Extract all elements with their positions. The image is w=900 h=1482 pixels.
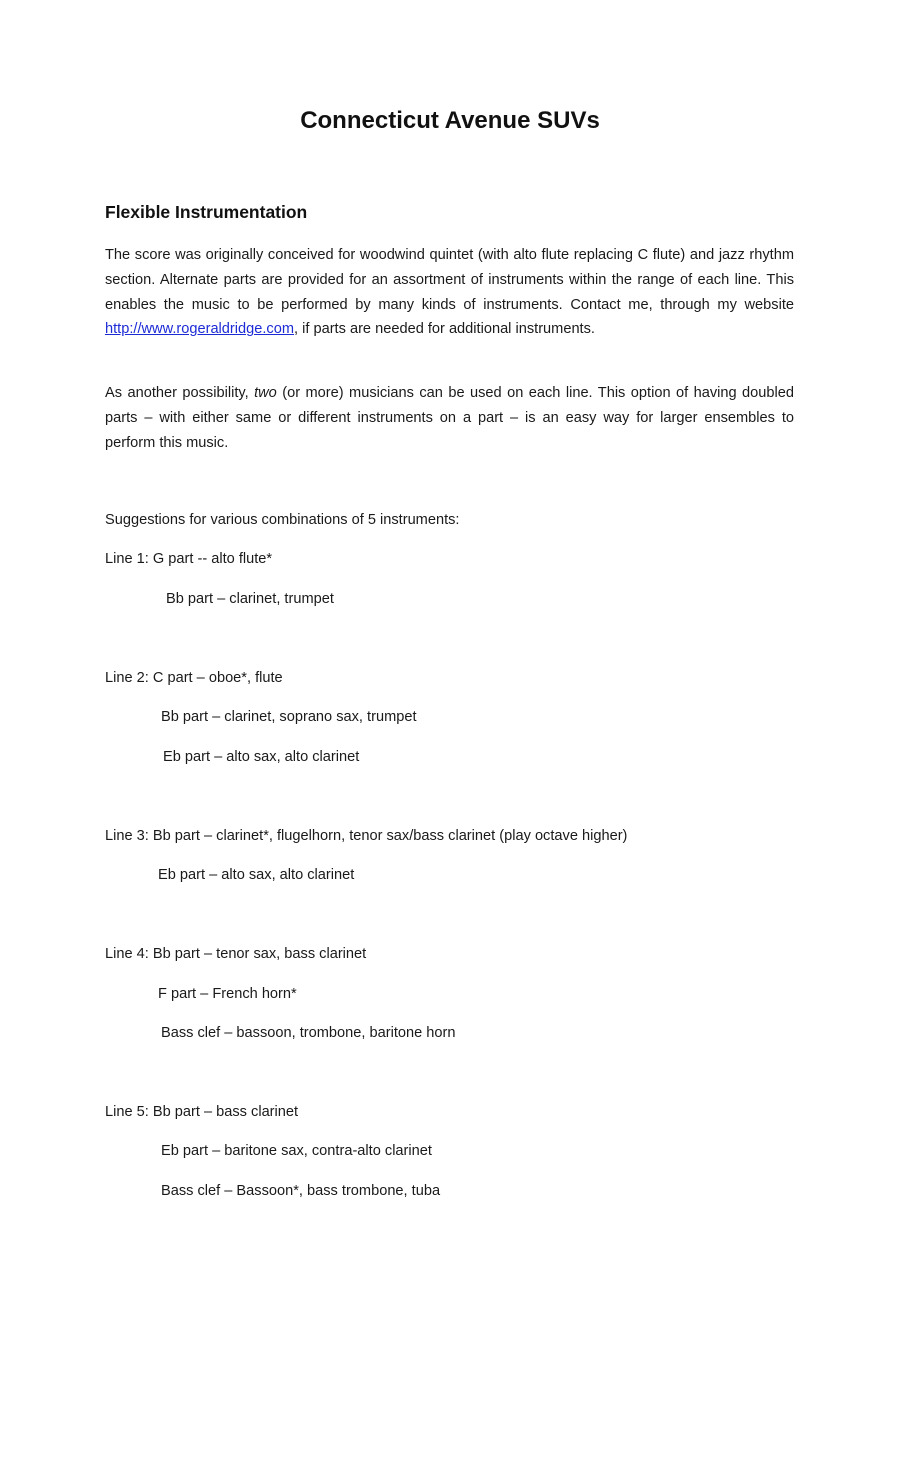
section-heading: Flexible Instrumentation — [105, 202, 308, 222]
line-1-heading: Line 1: G part -- alto flute* — [105, 551, 273, 567]
line-2-heading: Line 2: C part – oboe*, flute — [105, 670, 283, 686]
line-4-part: F part – French horn* — [158, 986, 297, 1002]
line-2-part: Eb part – alto sax, alto clarinet — [163, 749, 360, 765]
paragraph-text: The score was originally conceived for woodwind quintet (with alto flute replacing C flute) and jazz rhythm section. Alternate parts are provided for an assortment of instruments within the range of each line. This enables the music to be performed by many kinds of instruments. Contact me, through my website — [105, 247, 794, 313]
emphasis-text: two — [254, 385, 277, 401]
line-2-part: Bb part – clarinet, soprano sax, trumpet — [161, 709, 417, 725]
paragraph-instrumentation — [105, 243, 794, 342]
line-5-part: Eb part – baritone sax, contra-alto clarinet — [161, 1143, 432, 1159]
paragraph-doubling — [105, 381, 794, 455]
website-link[interactable]: http://www.rogeraldridge.com — [105, 321, 294, 338]
line-4-heading: Line 4: Bb part – tenor sax, bass clarinet — [105, 946, 367, 962]
paragraph-text: , if parts are needed for additional instruments. — [294, 321, 595, 338]
paragraph-text: (or more) musicians can be used on each line. This option of having doubled parts – with either same or different instruments on a part – is an easy way for larger ensembles to perform this music. — [105, 385, 794, 451]
paragraph-text: As another possibility, — [105, 385, 255, 401]
suggestions-intro: Suggestions for various combinations of 5 instruments: — [105, 512, 460, 528]
line-3-heading: Line 3: Bb part – clarinet*, flugelhorn, tenor sax/bass clarinet (play octave higher) — [105, 828, 628, 844]
line-1-part: Bb part – clarinet, trumpet — [166, 591, 334, 607]
line-5-heading: Line 5: Bb part – bass clarinet — [105, 1104, 299, 1120]
line-4-part: Bass clef – bassoon, trombone, baritone horn — [161, 1025, 456, 1041]
document-title: Connecticut Avenue SUVs — [300, 107, 600, 134]
line-5-part: Bass clef – Bassoon*, bass trombone, tuba — [161, 1183, 441, 1199]
line-3-part: Eb part – alto sax, alto clarinet — [158, 867, 355, 883]
